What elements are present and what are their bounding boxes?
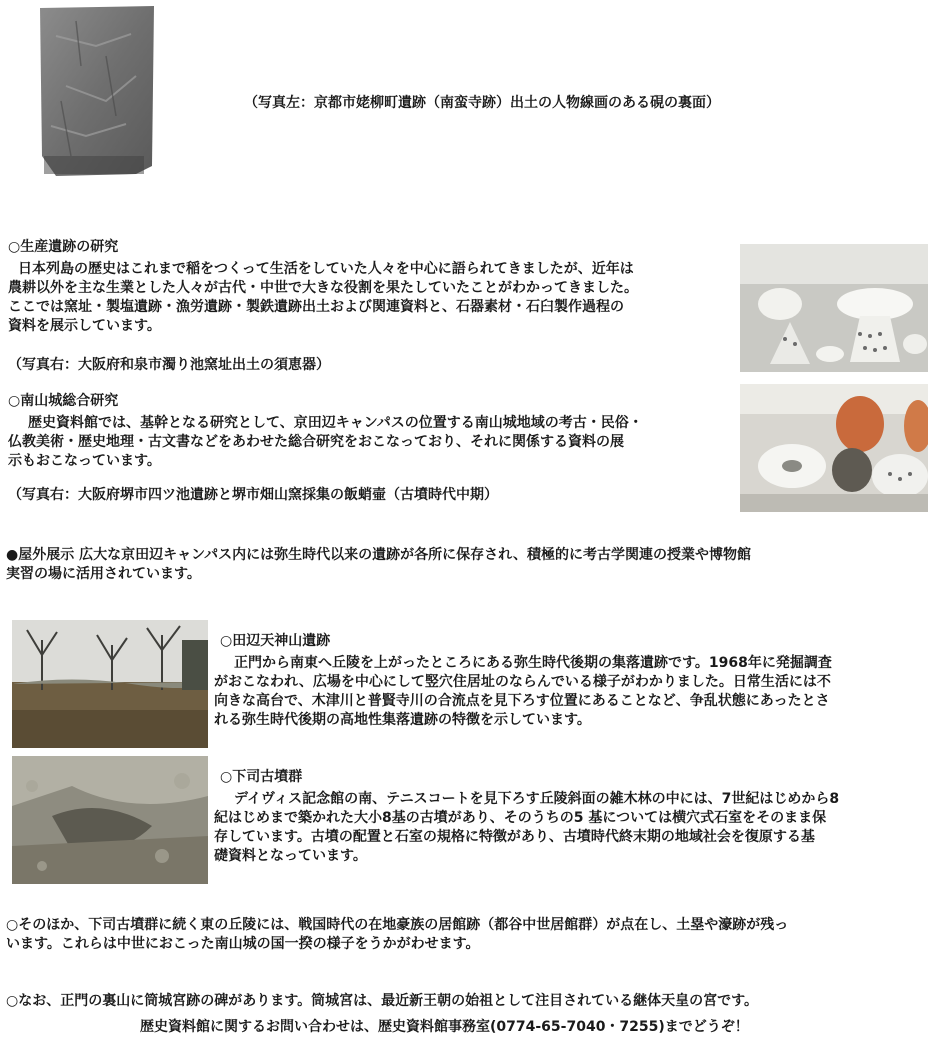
tenjinyama-section-title: ○田辺天神山遺跡 bbox=[220, 633, 331, 649]
body-line: 実習の場に活用されています。 bbox=[6, 566, 201, 582]
production-section-body bbox=[8, 260, 736, 336]
body-line: 正門から南東へ丘陵を上がったところにある弥生時代後期の集落遺跡です。1968年に発掘調査 bbox=[234, 655, 832, 671]
contact-text: 歴史資料館に関するお問い合わせは、歴史資料館事務室(0774-65-7040・7255)までどうぞ！ bbox=[140, 1019, 749, 1035]
tenjinyama-photo bbox=[12, 620, 208, 748]
octopus-pot-photo bbox=[740, 384, 928, 512]
tsutsuki-text: ○なお、正門の裏山に筒城宮跡の碑があります。筒城宮は、最近新王朝の始祖として注目されている継体天皇の宮です。 bbox=[6, 993, 758, 1009]
body-line: ここでは窯址・製塩遺跡・漁労遺跡・製鉄遺跡出土および関連資料と、石器素材・石臼製作過程の bbox=[8, 299, 624, 315]
shimotsukasa-photo bbox=[12, 756, 208, 884]
shimotsukasa-section-title: ○下司古墳群 bbox=[220, 769, 303, 785]
minamiyamashiro-section-title: ○南山城総合研究 bbox=[8, 393, 119, 409]
body-line: 農耕以外を主な生業とした人々が古代・中世で大きな役割を果たしていたことがわかってきました。 bbox=[8, 280, 638, 296]
inkstone-photo bbox=[36, 6, 156, 178]
body-line: れる弥生時代後期の高地性集落遺跡の特徴を示しています。 bbox=[214, 712, 591, 728]
minamiyamashiro-section-body bbox=[8, 414, 736, 471]
body-line: 紀はじめまで築かれた大小8基の古墳があり、そのうちの5 基については横穴式石室をそのまま保 bbox=[214, 810, 827, 826]
body-line: がおこなわれ、広場を中心にして竪穴住居址のならんでいる様子がわかりました。日常生活には不 bbox=[214, 674, 831, 690]
body-line: 資料を展示しています。 bbox=[8, 318, 161, 334]
tenjinyama-section-body bbox=[214, 654, 934, 730]
production-section-title: ○生産遺跡の研究 bbox=[8, 239, 119, 255]
body-line: 存しています。古墳の配置と石室の規格に特徴があり、古墳時代終末期の地域社会を復原する基 bbox=[214, 829, 815, 845]
body-line: 歴史資料館では、基幹となる研究として、京田辺キャンパスの位置する南山城地域の考古・民俗・ bbox=[28, 415, 643, 431]
body-line: います。これらは中世におこった南山城の国一揆の様子をうかがわせます。 bbox=[6, 936, 480, 952]
body-line: 礎資料となっています。 bbox=[214, 848, 367, 864]
production-caption: （写真右：大阪府和泉市濁り池窯址出土の須恵器） bbox=[8, 357, 330, 373]
body-line: デイヴィス記念館の南、テニスコートを見下ろす丘陵斜面の雑木林の中には、7世紀はじめから8 bbox=[234, 791, 840, 807]
shimotsukasa-section-body bbox=[214, 790, 934, 866]
body-line: 仏教美術・歴史地理・古文書などをあわせた総合研究をおこなっており、それに関係する資料の展 bbox=[8, 434, 624, 450]
body-line: ○そのほか、下司古墳群に続く東の丘陵には、戦国時代の在地豪族の居館跡（都谷中世居館群）が点在し、土塁や濠跡が残っ bbox=[6, 917, 789, 933]
body-line: 日本列島の歴史はこれまで稲をつくって生活をしていた人々を中心に語られてきましたが、近年は bbox=[18, 261, 634, 277]
body-line: ●屋外展示 広大な京田辺キャンパス内には弥生時代以来の遺跡が各所に保存され、積極的に考古学関連の授業や博物館 bbox=[6, 547, 751, 563]
body-line: 示もおこなっています。 bbox=[8, 453, 161, 469]
outdoor-exhibit-text bbox=[6, 546, 936, 584]
inkstone-caption: （写真左：京都市姥柳町遺跡（南蛮寺跡）出土の人物線画のある硯の裏面） bbox=[244, 95, 720, 111]
minamiyamashiro-caption: （写真右：大阪府堺市四ツ池遺跡と堺市畑山窯採集の飯蛸壷（古墳時代中期） bbox=[8, 487, 498, 503]
body-line: 向きな高台で、木津川と普賢寺川の合流点を見下ろす位置にあることなど、争乱状態にあったとさ bbox=[214, 693, 830, 709]
misc-text bbox=[6, 916, 936, 954]
sue-ware-photo bbox=[740, 244, 928, 372]
